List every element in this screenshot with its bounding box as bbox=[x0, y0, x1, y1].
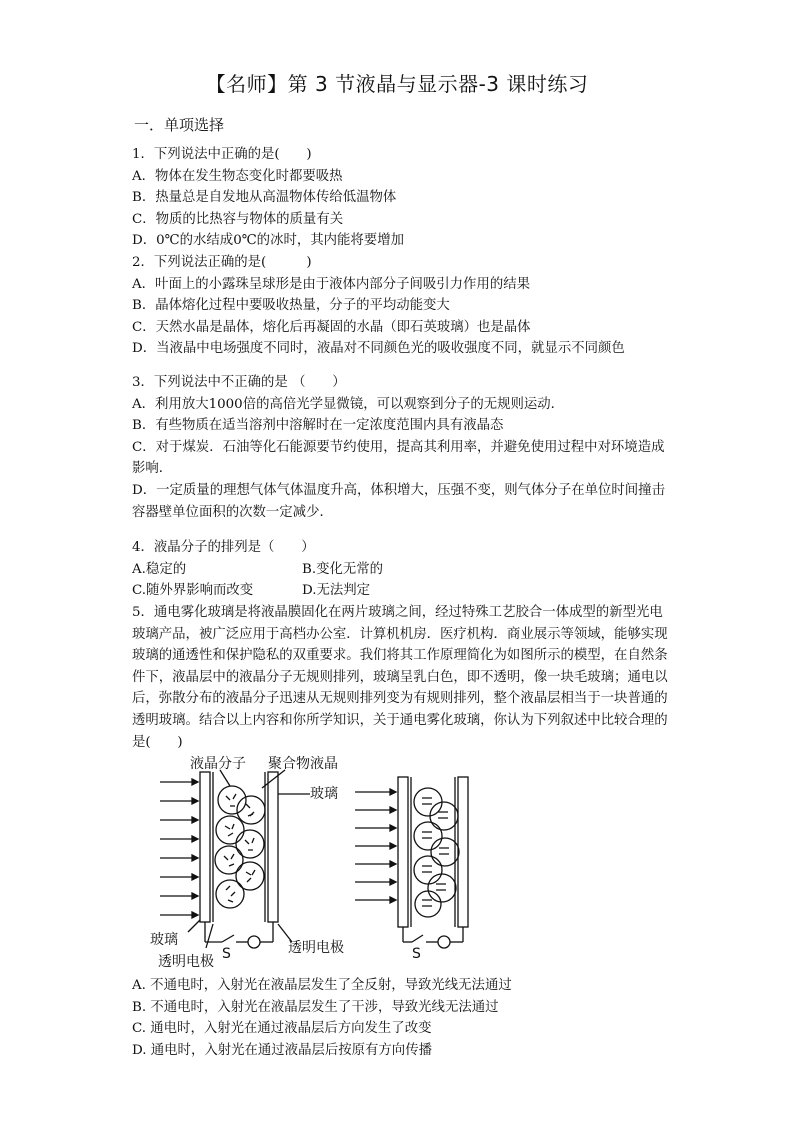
question-stem: 4．液晶分子的排列是（ ） bbox=[132, 540, 315, 555]
label-glass-left: 玻璃 bbox=[150, 932, 178, 948]
label-lc-molecule: 液晶分子 bbox=[190, 756, 246, 772]
option-c: C．对于煤炭．石油等化石能源要节约使用，提高其利用率，并避免使用过程中对环境造成影响． bbox=[132, 439, 665, 477]
label-switch-right: S bbox=[412, 946, 421, 962]
question-4 bbox=[132, 537, 672, 602]
question-1 bbox=[132, 144, 672, 252]
option-d: D．0℃的水结成0℃的冰时，其内能将要增加 bbox=[132, 233, 404, 249]
glass-plate-right bbox=[268, 772, 278, 922]
option-a: A．叶面上的小露珠呈球形是由于液体内部分子间吸引力作用的结果 bbox=[132, 276, 530, 292]
option-a: A.稳定的 bbox=[132, 561, 187, 577]
question-5-options bbox=[132, 975, 672, 1061]
page-title: 【名师】第 3 节液晶与显示器-3 课时练习 bbox=[205, 72, 589, 96]
glass-plate-left bbox=[200, 772, 210, 922]
option-a: A. 不通电时，入射光在液晶层发生了全反射，导致光线无法通过 bbox=[132, 978, 512, 993]
lc-glass-figure bbox=[150, 752, 480, 977]
label-polymer-lc: 聚合物液晶 bbox=[268, 756, 338, 772]
option-d: D.无法判定 bbox=[302, 583, 371, 599]
incident-light-arrows bbox=[160, 779, 198, 918]
option-d: D．当液晶中电场强度不同时，液晶对不同颜色光的吸收强度不同，就显示不同颜色 bbox=[132, 341, 625, 357]
option-b: B. 不通电时，入射光在液晶层发生了干涉，导致光线无法通过 bbox=[132, 999, 499, 1015]
option-c: C.随外界影响而改变 bbox=[132, 583, 254, 599]
question-stem: 3．下列说法中不正确的是 （ ） bbox=[132, 375, 346, 390]
ammeter-right bbox=[438, 936, 450, 948]
question-2 bbox=[132, 252, 672, 360]
question-stem: 2．下列说法正确的是( ) bbox=[132, 255, 312, 270]
option-b: B．有些物质在适当溶剂中溶解时在一定浓度范围内具有液晶态 bbox=[132, 418, 504, 434]
option-d: D. 通电时，入射光在通过液晶层后按原有方向传播 bbox=[132, 1042, 432, 1058]
label-glass-right: 玻璃 bbox=[310, 786, 338, 802]
question-5 bbox=[132, 602, 672, 753]
figure-svg bbox=[150, 752, 480, 977]
ammeter-left bbox=[248, 936, 260, 948]
label-electrode-left: 透明电极 bbox=[158, 954, 214, 970]
lc-droplets-random bbox=[215, 786, 265, 908]
label-switch-left: S bbox=[222, 946, 231, 962]
option-c: C．天然水晶是晶体，熔化后再凝固的水晶（即石英玻璃）也是晶体 bbox=[132, 319, 531, 335]
option-b: B.变化无常的 bbox=[302, 561, 384, 577]
option-a: A．利用放大1000倍的高倍光学显微镜，可以观察到分子的无规则运动． bbox=[132, 396, 565, 412]
question-stem: 5．通电雾化玻璃是将液晶膜固化在两片玻璃之间，经过特殊工艺胶合一体成型的新型光电玻璃产品，被广泛应用于高档办公室．计算机机房．医疗机构．商业展示等领域，能够实现玻璃的通透性和保护隐私的双重要求。我们将其工作原理简化为如图所示的模型，在自然条件下，液晶层中的液晶分子无规则排列，玻璃呈乳白色，即不透明，像一块毛玻璃；通电以后，弥散分布的液晶分子迅速从无规则排列变为有规则排列，整个液晶层相当于一块普通的透明玻璃。结合以上内容和你所学知识，关于通电雾化玻璃，你认为下列叙述中比较合理的是( ) bbox=[132, 605, 668, 750]
glass-plate-left-2 bbox=[398, 777, 408, 927]
lc-droplets-ordered bbox=[414, 788, 459, 917]
label-electrode-right: 透明电极 bbox=[288, 940, 344, 956]
question-3 bbox=[132, 372, 672, 523]
option-b: B．晶体熔化过程中要吸收热量，分子的平均动能变大 bbox=[132, 298, 450, 314]
option-c: C. 通电时，入射光在通过液晶层后方向发生了改变 bbox=[132, 1021, 432, 1037]
option-b: B．热量总是自发地从高温物体传给低温物体 bbox=[132, 190, 397, 206]
option-c: C．物质的比热容与物体的质量有关 bbox=[132, 211, 344, 227]
section-heading: 一．单项选择 bbox=[134, 116, 225, 134]
question-stem: 1．下列说法中正确的是( ) bbox=[132, 147, 312, 162]
option-a: A．物体在发生物态变化时都要吸热 bbox=[132, 168, 343, 184]
option-d: D．一定质量的理想气体气体温度升高，体积增大，压强不变，则气体分子在单位时间撞击容器壁单位面积的次数一定减少． bbox=[132, 482, 665, 520]
